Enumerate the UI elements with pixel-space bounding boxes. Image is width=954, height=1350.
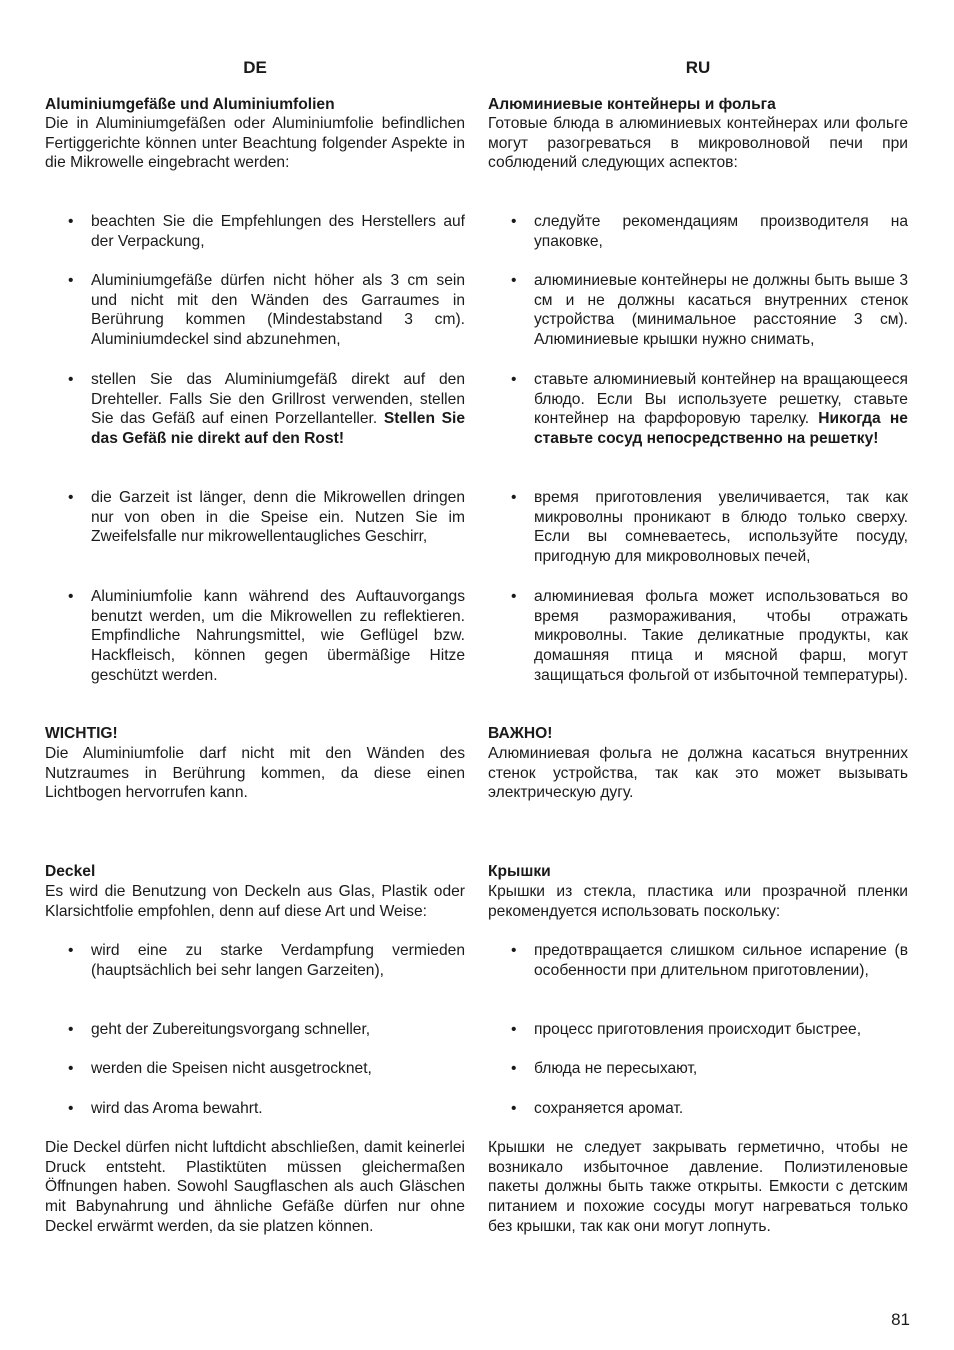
list-item: • алюминиевая фольга может использоваться во время размораживания, чтобы отражать микроволны. Такие деликатные продукты, как домашняя птица и мясной фарш, могут защищаться фольгой от избыточной температуры). — [534, 587, 908, 686]
list-item: • процесс приготовления происходит быстрее, — [534, 1020, 908, 1040]
list-item: • werden die Speisen nicht ausgetrocknet, — [91, 1059, 465, 1079]
paragraph-lid-outro: Крышки не следует закрывать герметично, чтобы не возникало избыточное давление. Полиэтиленовые пакеты должны быть также открыты. Емкости с детским питанием и похожие сосуды могут нагреваться только без крышки, так как они могут лопнуть. — [488, 1139, 908, 1235]
paragraph-lid-intro: Крышки из стекла, пластика или прозрачной пленки рекомендуется использовать поскольку: — [488, 883, 908, 920]
list-item-warning: Никогда не ставьте сосуд непосредственно на решетку! — [534, 410, 908, 448]
list-item: • wird das Aroma bewahrt. — [91, 1099, 465, 1119]
language-heading-ru: RU — [685, 58, 711, 77]
list-item — [91, 370, 465, 449]
important-heading: ВАЖНО! — [488, 725, 553, 742]
important-heading: WICHTIG! — [45, 725, 118, 742]
paragraph-lid-intro: Es wird die Benutzung von Deckeln aus Glas, Plastik oder Klarsichtfolie empfohlen, denn auf diese Art und Weise: — [45, 883, 465, 920]
list-item: • следуйте рекомендациям производителя на упаковке, — [534, 212, 908, 251]
section-heading-aluminium: Алюминиевые контейнеры и фольга — [488, 96, 776, 113]
paragraph-aluminium-intro: Готовые блюда в алюминиевых контейнерах или фольге могут разогреваться в микроволновой печи при соблюдений следующих аспектов: — [488, 115, 908, 172]
list-item: • Aluminiumgefäße dürfen nicht höher als 3 cm sein und nicht mit den Wänden des Garraumes in Berührung kommen (Mindestabstand 3 cm). Aluminiumdeckel sind abzunehmen, — [91, 271, 465, 350]
list-item-text: stellen Sie das Aluminiumgefäß direkt auf den Drehteller. Falls Sie den Grillrost verwenden, stellen Sie das Gefäß auf einen Porzellanteller. — [91, 371, 465, 428]
list-item: • блюда не пересыхают, — [534, 1059, 908, 1079]
list-item: • Aluminiumfolie kann während des Auftauvorgangs benutzt werden, um die Mikrowellen zu reflektieren. Empfindliche Nahrungsmittel, wie Geflügel bzw. Hackfleisch, können gegen übermäßige Hitze geschützt werden. — [91, 587, 465, 686]
language-heading-de: DE — [243, 58, 267, 77]
paragraph-lid-outro: Die Deckel dürfen nicht luftdicht abschließen, damit keinerlei Druck entsteht. Plastiktüten müssen gleichermaßen Öffnungen haben. Sowohl Saugflaschen als auch Gläschen mit Babynahrung und ähnliche Gefäße dürfen nur ohne Deckel erwärmt werden, da sie platzen können. — [45, 1139, 465, 1235]
list-item — [534, 370, 908, 449]
list-item: • время приготовления увеличивается, так как микроволны проникают в блюдо только сверху. Если вы сомневаетесь, используйте посуду, пригодную для микроволновых печей, — [534, 488, 908, 567]
list-item: • сохраняется аромат. — [534, 1099, 908, 1119]
section-heading-lid: Deckel — [45, 863, 96, 880]
page-number: 81 — [891, 1310, 910, 1329]
paragraph-important: Die Aluminiumfolie darf nicht mit den Wänden des Nutzraumes in Berührung kommen, da diese einen Lichtbogen hervorrufen kann. — [45, 745, 465, 802]
paragraph-aluminium-intro: Die in Aluminiumgefäßen oder Aluminiumfolie befindlichen Fertiggerichte können unter Beachtung folgender Aspekte in die Mikrowelle eingebracht werden: — [45, 115, 465, 172]
list-item: • wird eine zu starke Verdampfung vermieden (hauptsächlich bei sehr langen Garzeiten), — [91, 941, 465, 980]
section-heading-lid: Крышки — [488, 863, 551, 880]
list-item: • geht der Zubereitungsvorgang schneller, — [91, 1020, 465, 1040]
section-heading-aluminium: Aluminiumgefäße und Aluminiumfolien — [45, 96, 335, 113]
list-item: • предотвращается слишком сильное испарение (в особенности при длительном приготовлении), — [534, 941, 908, 980]
list-item-warning: Stellen Sie das Gefäß nie direkt auf den Rost! — [91, 410, 465, 448]
list-item: • beachten Sie die Empfehlungen des Herstellers auf der Verpackung, — [91, 212, 465, 251]
list-item-text: ставьте алюминиевый контейнер на вращающееся блюдо. Если Вы используете решетку, ставьте контейнер на фарфоровую тарелку. — [534, 371, 908, 428]
paragraph-important: Алюминиевая фольга не должна касаться внутренних стенок устройства, так как это может вызывать электрическую дугу. — [488, 745, 908, 802]
list-item: • die Garzeit ist länger, denn die Mikrowellen dringen nur von oben in die Speise ein. Nutzen Sie im Zweifelsfalle nur mikrowellentaugliches Geschirr, — [91, 488, 465, 547]
list-item: • алюминиевые контейнеры не должны быть выше 3 см и не должны касаться внутренних стенок устройства (минимальное расстояние 3 см). Алюминиевые крышки нужно снимать, — [534, 271, 908, 350]
